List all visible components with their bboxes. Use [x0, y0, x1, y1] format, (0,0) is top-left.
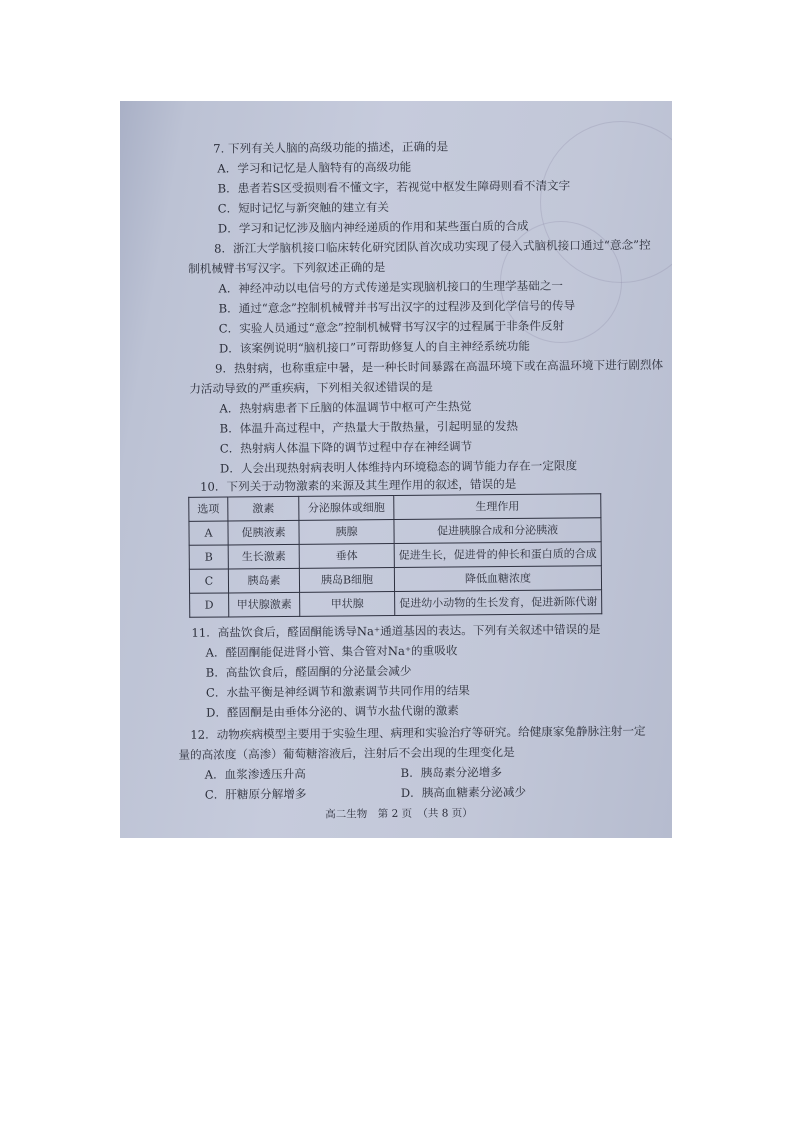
question-7-option-a: A．学习和记忆是人脑特有的高级功能 — [217, 159, 412, 176]
question-9-option-d: D．人会出现热射病表明人体维持内环境稳态的调节能力存在一定限度 — [219, 458, 578, 476]
table-cell: 胰岛B细胞 — [299, 568, 394, 593]
table-cell: 降低血糖浓度 — [394, 566, 601, 592]
table-header-cell: 激素 — [228, 496, 299, 521]
question-11-option-c: C．水盐平衡是神经调节和激素调节共同作用的结果 — [205, 683, 470, 700]
exam-photo — [120, 101, 672, 838]
question-10-stem: 10．下列关于动物激素的来源及其生理作用的叙述，错误的是 — [200, 476, 517, 494]
table-header-cell: 选项 — [189, 497, 228, 521]
table-header-cell: 生理作用 — [394, 494, 601, 520]
table-cell: 促进胰腺合成和分泌胰液 — [394, 518, 601, 544]
table-cell: A — [189, 521, 228, 545]
page-footer: 高二生物 第 2 页 （共 8 页） — [325, 807, 473, 821]
question-8-stem-continued: 制机械臂书写汉字。下列叙述正确的是 — [188, 260, 386, 276]
question-8-option-b: B．通过“意念”控制机械臂并书写出汉字的过程涉及到化学信号的传导 — [218, 298, 576, 316]
table-cell: 胰岛素 — [228, 568, 299, 593]
question-11-option-b: B．高盐饮食后，醛固酮的分泌量会减少 — [205, 663, 412, 680]
table-cell: B — [189, 545, 228, 569]
table-header-row — [189, 494, 601, 522]
exam-page — [120, 101, 672, 838]
question-7-option-c: C．短时记忆与新突触的建立有关 — [217, 200, 389, 216]
table-cell: 甲状腺激素 — [229, 592, 300, 617]
hormone-table — [188, 493, 602, 618]
table-cell: 垂体 — [299, 544, 394, 569]
question-11-stem: 11．高盐饮食后，醛固酮能诱导Na⁺通道基因的表达。下列有关叙述中错误的是 — [191, 622, 601, 640]
question-9-stem-continued: 力活动导致的严重疾病，下列相关叙述错误的是 — [189, 379, 433, 396]
table-row — [189, 518, 601, 546]
table-row — [190, 590, 602, 618]
table-row — [189, 566, 601, 594]
question-7-option-b: B．患者若S区受损则看不懂文字，若视觉中枢发生障碍则看不清文字 — [217, 178, 571, 196]
question-8-option-c: C．实验人员通过“意念”控制机械臂书写汉字的过程属于非条件反射 — [218, 318, 565, 336]
question-11-option-d: D．醛固酮是由垂体分泌的、调节水盐代谢的激素 — [206, 703, 459, 720]
question-8-stem: 8．浙江大学脑机接口临床转化研究团队首次成功实现了侵入式脑机接口通过“意念”控 — [214, 237, 651, 256]
question-9-option-a: A．热射病患者下丘脑的体温调节中枢可产生热觉 — [219, 399, 472, 416]
table-cell: 促进幼小动物的生长发育，促进新陈代谢 — [395, 590, 602, 616]
question-9-option-b: B．体温升高过程中，产热量大于散热量，引起明显的发热 — [219, 418, 519, 436]
question-12-option-c: C．肝糖原分解增多 — [204, 786, 307, 802]
question-8-option-a: A．神经冲动以电信号的方式传递是实现脑机接口的生理学基础之一 — [218, 278, 564, 296]
question-7-option-d: D．学习和记忆涉及脑内神经递质的作用和某些蛋白质的合成 — [217, 218, 529, 236]
question-11-option-a: A．醛固酮能促进肾小管、集合管对Na⁺的重吸收 — [205, 643, 458, 660]
table-cell: 甲状腺 — [300, 592, 395, 617]
table-header-cell: 分泌腺体或细胞 — [299, 496, 394, 521]
question-12-stem-continued: 量的高浓度（高渗）葡萄糖溶液后，注射后不会出现的生理变化是 — [178, 744, 515, 762]
table-cell: C — [189, 569, 228, 593]
question-9-option-c: C．热射病人体温下降的调节过程中存在神经调节 — [219, 439, 473, 456]
question-12-option-a: A．血浆渗透压升高 — [204, 766, 306, 782]
question-12-stem: 12．动物疾病模型主要用于实验生理、病理和实验治疗等研究。给健康家兔静脉注射一定 — [190, 723, 646, 742]
table-cell: 生长激素 — [228, 544, 299, 569]
table-cell: 促胰液素 — [228, 520, 299, 545]
question-12-option-b: B．胰岛素分泌增多 — [400, 765, 502, 780]
question-7-stem: 7. 下列有关人脑的高级功能的描述，正确的是 — [213, 139, 449, 156]
question-9-stem: 9．热射病，也称重症中暑，是一种长时间暴露在高温环境下或在高温环境下进行剧烈体 — [215, 357, 664, 376]
table-row — [189, 542, 601, 570]
table-cell: D — [190, 593, 229, 617]
table-cell: 促进生长，促进骨的伸长和蛋白质的合成 — [394, 542, 601, 568]
question-8-option-d: D．该案例说明“脑机接口”可帮助修复人的自主神经系统功能 — [218, 338, 530, 356]
question-12-option-d: D．胰高血糖素分泌减少 — [400, 784, 527, 800]
table-cell: 胰腺 — [299, 520, 394, 545]
